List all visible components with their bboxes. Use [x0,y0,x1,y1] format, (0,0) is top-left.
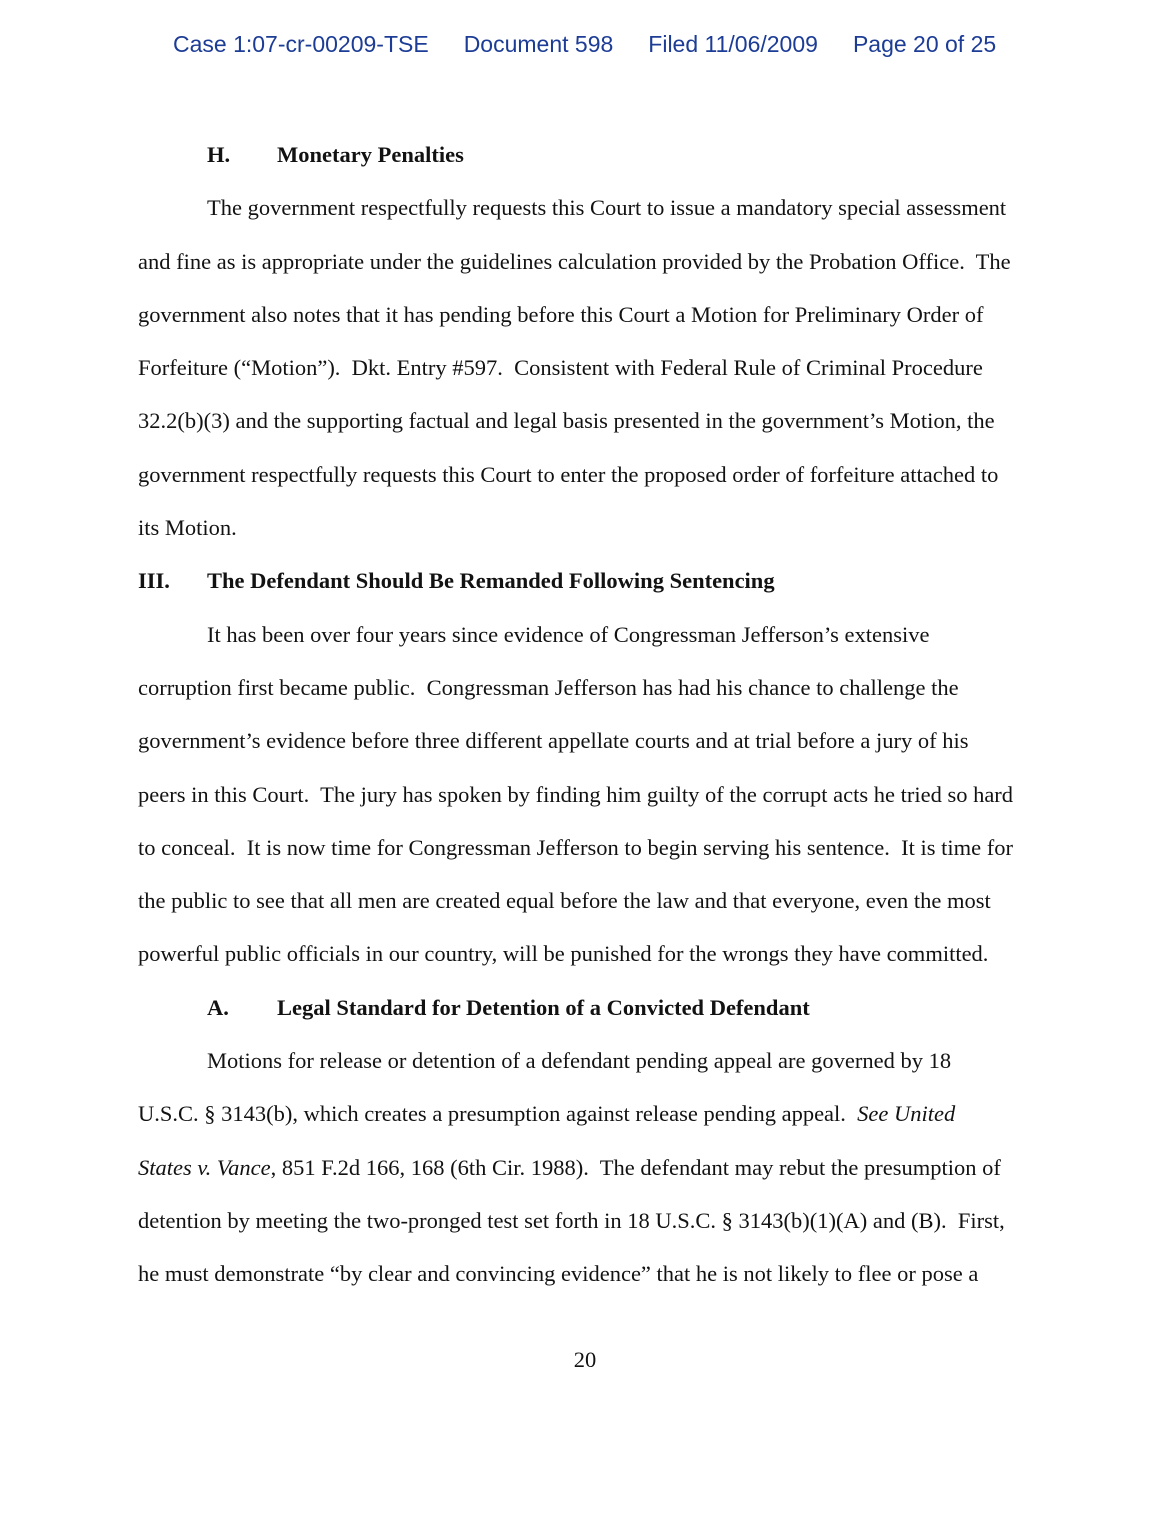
page-indicator: Page 20 of 25 [852,31,997,57]
paragraph-line: powerful public officials in our country, will be punished for the wrongs they have committed. [138,941,989,967]
section-number: H. [207,142,231,167]
paragraph-line: corruption first became public. Congressman Jefferson has had his chance to challenge the [138,674,959,700]
page-footer [0,1340,1170,1380]
paragraph-line: the public to see that all men are created equal before the law and that everyone, even the most [138,888,991,914]
document-number: Document 598 [463,31,614,57]
section-title: Legal Standard for Detention of a Convicted Defendant [277,994,810,1020]
paragraph-line: government’s evidence before three different appellate courts and at trial before a jury of his [138,728,969,754]
section-title: Monetary Penalties [277,142,464,167]
filed-date: Filed 11/06/2009 [648,31,818,57]
paragraph-line: Motions for release or detention of a defendant pending appeal are governed by 18 [207,1048,952,1074]
paragraph-text: U.S.C. § 3143(b), which creates a presumption against release pending appeal. [138,1101,858,1127]
document-body [138,128,1058,1301]
paragraph-line: It has been over four years since evidence of Congressman Jefferson’s extensive [207,621,930,647]
section-heading-h [138,128,1058,181]
paragraph-line: Forfeiture (“Motion”). Dkt. Entry #597. Consistent with Federal Rule of Criminal Procedure [138,355,983,381]
paragraph-line: to conceal. It is now time for Congressman Jefferson to begin serving his sentence. It is time for [138,834,1014,860]
section-heading-iii [138,554,1058,607]
paragraph-line: its Motion. [138,515,237,541]
case-citation-italic: See United [857,1101,956,1127]
case-citation-italic: States v. Vance [138,1154,271,1180]
paragraph-line [138,1087,1058,1140]
paragraph-line [138,1141,1058,1194]
section-number: A. [207,994,229,1020]
paragraph-line: he must demonstrate “by clear and convincing evidence” that he is not likely to flee or pose a [138,1261,979,1287]
case-number: Case 1:07-cr-00209-TSE [173,31,429,57]
ecf-stamp-header [173,31,996,58]
page-number: 20 [573,1347,597,1372]
paragraph-text: , 851 F.2d 166, 168 (6th Cir. 1988). The defendant may rebut the presumption of [270,1154,1001,1180]
paragraph-line: government respectfully requests this Court to enter the proposed order of forfeiture attached to [138,461,999,487]
paragraph-line: and fine as is appropriate under the guidelines calculation provided by the Probation Office. The [138,248,1011,274]
section-title: The Defendant Should Be Remanded Following Sentencing [207,568,775,594]
paragraph-line: detention by meeting the two-pronged test set forth in 18 U.S.C. § 3143(b)(1)(A) and (B). First, [138,1207,1005,1233]
paragraph-line: 32.2(b)(3) and the supporting factual and legal basis presented in the government’s Motion, the [138,408,995,434]
paragraph-line: The government respectfully requests this Court to issue a mandatory special assessment [207,195,1007,221]
paragraph-line: peers in this Court. The jury has spoken by finding him guilty of the corrupt acts he tried so hard [138,781,1014,807]
paragraph-line: government also notes that it has pending before this Court a Motion for Preliminary Order of [138,301,984,327]
section-number: III. [138,568,170,594]
section-heading-a [138,981,1058,1034]
